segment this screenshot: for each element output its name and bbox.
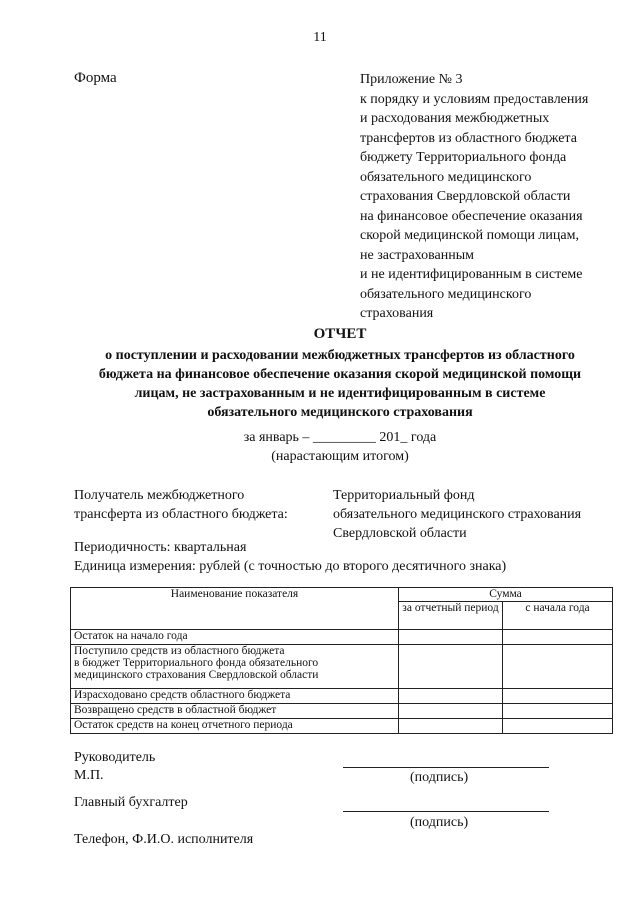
appendix-line: страхования Свердловской области: [360, 189, 571, 204]
appendix-line: трансфертов из областного бюджета: [360, 130, 577, 146]
row-label-line: Остаток средств на конец отчетного периода: [74, 719, 293, 731]
row-label: [71, 630, 399, 645]
stamp-label: М.П.: [74, 768, 104, 783]
cell-period: [399, 719, 503, 734]
appendix-line: обязательного медицинского: [360, 286, 532, 302]
row-label-line: Поступило средств из областного бюджета: [74, 645, 285, 657]
period-line: за январь – _________ 201_ года: [243, 430, 437, 445]
cell-year: [503, 630, 613, 645]
appendix-line: скорой медицинской помощи лицам,: [360, 228, 579, 243]
cell-period: [399, 689, 503, 704]
appendix-line: к порядку и условиям предоставления: [360, 91, 589, 107]
subtitle-line: лицам, не застрахованным и не идентифицированным в системе: [134, 386, 546, 401]
row-label-line: Возвращено средств в областной бюджет: [74, 704, 277, 716]
appendix-block: [360, 70, 630, 324]
report-subtitle: [60, 346, 620, 422]
cell-year: [503, 704, 613, 719]
row-label-line: медицинского страхования Свердловской области: [74, 669, 319, 681]
head-signature-caption: (подпись): [410, 770, 469, 785]
appendix-line: обязательного медицинского: [360, 169, 532, 185]
appendix-line: и расходования межбюджетных: [360, 111, 550, 126]
report-table: [70, 587, 613, 734]
table-row: [71, 630, 613, 645]
table-row: [71, 719, 613, 734]
recipient-value-line: обязательного медицинского страхования: [333, 507, 582, 522]
row-label: [71, 689, 399, 704]
unit-of-measure: Единица измерения: рублей (с точностью до второго десятичного знака): [74, 559, 507, 574]
appendix-line: и не идентифицированным в системе: [360, 267, 583, 282]
header-sum: Сумма: [399, 588, 613, 602]
cell-year: [503, 719, 613, 734]
header-year-to-date: с начала года: [503, 602, 613, 630]
accountant-label: Главный бухгалтер: [74, 795, 188, 810]
appendix-line: не застрахованным: [360, 247, 475, 263]
row-label-line: в бюджет Территориального фонда обязательного: [74, 657, 319, 669]
cell-period: [399, 645, 503, 689]
accountant-signature-caption: (подпись): [410, 815, 469, 830]
period-note: (нарастающим итогом): [271, 449, 409, 464]
executor-phone-label: Телефон, Ф.И.О. исполнителя: [74, 832, 254, 847]
subtitle-line: о поступлении и расходовании межбюджетных трансфертов из областного: [105, 348, 575, 363]
recipient-label-line: Получатель межбюджетного: [74, 488, 245, 503]
header-reporting-period: за отчетный период: [399, 602, 503, 630]
recipient-value-line: Свердловской области: [333, 526, 467, 541]
head-label: Руководитель: [74, 750, 156, 765]
appendix-line: Приложение № 3: [360, 72, 463, 87]
cell-year: [503, 689, 613, 704]
recipient-value-line: Территориальный фонд: [333, 488, 475, 503]
appendix-line: на финансовое обеспечение оказания: [360, 208, 583, 224]
report-parameters: [74, 538, 506, 576]
recipient-label-line: трансферта из областного бюджета:: [74, 507, 288, 522]
report-period: [0, 428, 640, 466]
recipient-label: [74, 486, 288, 524]
report-title: ОТЧЕТ: [313, 326, 367, 342]
table-row: [71, 704, 613, 719]
appendix-line: страхования: [360, 306, 434, 321]
row-label: [71, 704, 399, 719]
row-label-line: Остаток на начало года: [74, 630, 188, 642]
periodicity: Периодичность: квартальная: [74, 540, 247, 555]
table-row: [71, 645, 613, 689]
table-row: [71, 689, 613, 704]
subtitle-line: бюджета на финансовое обеспечение оказания скорой медицинской помощи: [98, 367, 582, 382]
cell-period: [399, 630, 503, 645]
head-signature-line: [343, 767, 549, 768]
form-label: Форма: [74, 70, 117, 86]
cell-period: [399, 704, 503, 719]
appendix-line: бюджету Территориального фонда: [360, 150, 567, 165]
accountant-signature-line: [343, 811, 549, 812]
row-label: [71, 719, 399, 734]
header-indicator: Наименование показателя: [71, 588, 399, 630]
page-number: 11: [313, 30, 327, 45]
cell-year: [503, 645, 613, 689]
row-label: [71, 645, 399, 689]
row-label-line: Израсходовано средств областного бюджета: [74, 689, 291, 701]
subtitle-line: обязательного медицинского страхования: [207, 405, 473, 420]
recipient-value: [333, 486, 581, 543]
